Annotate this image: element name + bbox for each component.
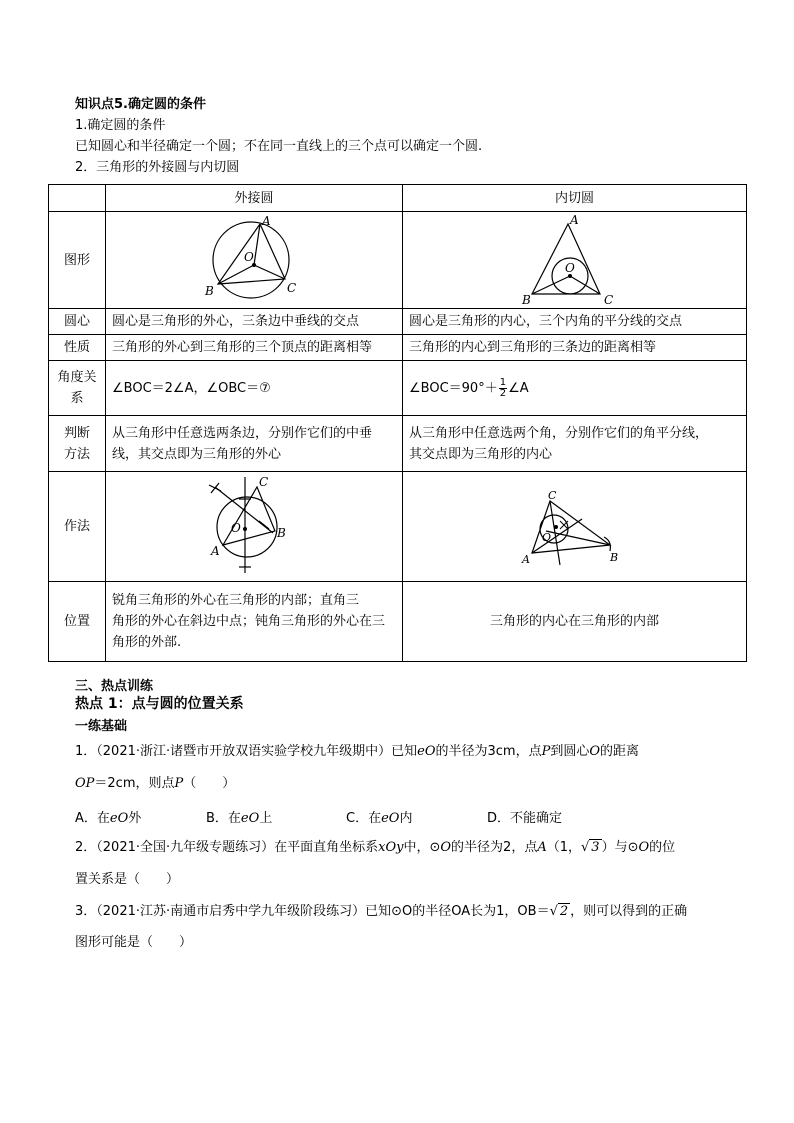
label-o: O [564, 261, 575, 275]
q1-p: P [541, 744, 551, 759]
circum-judge-cell [106, 416, 403, 472]
q1-text-a: 1．（2021·浙江·诸暨市开放双语实验学校九年级期中）已知 [75, 744, 418, 759]
label-a: A [211, 543, 220, 558]
circum-property-cell: 三角形的外心到三角形的三个顶点的距离相等 [106, 335, 403, 361]
subheading-1: 1.确定圆的条件 [75, 118, 166, 133]
table-row [49, 335, 747, 361]
corner-cell [49, 185, 106, 212]
q1-option-c[interactable] [346, 807, 412, 826]
table-row [49, 361, 747, 416]
question-1-line-2 [75, 775, 235, 793]
incircle-method-cell [403, 472, 747, 582]
label-b: B [521, 293, 531, 306]
circum-position-cell [106, 582, 403, 662]
q2-text-a: 2．（2021·全国·九年级专题练习）在平面直角坐标系 [75, 840, 379, 855]
row-label-judge-line2: 方法 [63, 446, 90, 462]
incircle-judge-line1: 从三角形中任意选两个角，分别作它们的角平分线， [409, 425, 709, 441]
row-label-angle-line1: 角度关 [57, 370, 97, 385]
label-b: B [609, 550, 618, 564]
label-c: C [287, 281, 297, 295]
circle-symbol: e [240, 811, 249, 826]
q2-text-d: （1， [546, 840, 581, 855]
circum-judge-line1: 从三角形中任意选两条边，分别作它们的中垂 [112, 425, 373, 441]
q2-sqrt-value: 3 [591, 840, 600, 855]
circum-center-cell: 圆心是三角形的外心，三条边中垂线的交点 [106, 309, 403, 335]
q2-xoy: xOy [378, 840, 404, 855]
q2-o: O [440, 840, 452, 855]
incircle-angle-prefix: ∠BOC＝90°＋ [409, 380, 498, 396]
row-label-position: 位置 [49, 582, 106, 662]
circumcircle-construction-figure [199, 475, 309, 579]
incircle-figure-cell [403, 212, 747, 309]
fraction-numerator: 1 [499, 376, 507, 388]
table-row [49, 472, 747, 582]
q2-text-e: ）与⊙ [601, 840, 639, 855]
circum-position-line2: 角形的外心在斜边中点；钝角三角形的外心在三 [112, 614, 386, 629]
row-label-judge-line1: 判断 [63, 425, 90, 441]
q1-option-d[interactable] [487, 807, 562, 826]
q2-text-c: 的半径为2，点 [451, 840, 538, 855]
circum-method-cell [106, 472, 403, 582]
half-fraction [499, 378, 507, 399]
label-c: C [603, 293, 613, 306]
subsection-title: 一练基础 [75, 719, 128, 734]
option-a-text: A．在 [75, 811, 110, 826]
table-row [49, 309, 747, 335]
label-o: O [231, 520, 241, 535]
q1-circle-symbol: e [417, 744, 425, 759]
incircle-judge-line2: 其交点即为三角形的内心 [409, 446, 553, 462]
q3-sqrt-value: 2 [559, 904, 569, 919]
row-label-center: 圆心 [49, 309, 106, 335]
question-3-line-2: 图形可能是（ ） [75, 935, 193, 950]
q2-text-b: 中，⊙ [403, 840, 441, 855]
option-c-text: C．在 [346, 811, 382, 826]
label-b: B [277, 525, 286, 540]
knowledge-point-title: 知识点5.确定圆的条件 [75, 97, 206, 112]
question-3-line-1: 3．（2021·江苏·南通市启秀中学九年级阶段练习）已知⊙O的半径OA长为1，OB＝√ 2 ，则可以得到的正确 [75, 904, 688, 919]
row-label-method: 作法 [49, 472, 106, 582]
question-2-line-1: 2．（2021·全国·九年级专题练习）在平面直角坐标系xOy中，⊙O的半径为2，点A（1，√ 3 ）与⊙O的位 [75, 840, 676, 855]
incircle-judge-cell [403, 416, 747, 472]
circum-judge-line2: 线，其交点即为三角形的外心 [112, 446, 282, 462]
incircle-center-cell: 圆心是三角形的内心，三个内角的平分线的交点 [403, 309, 747, 335]
option-b-text: B．在 [206, 811, 241, 826]
row-label-angle-line2: 系 [70, 391, 84, 406]
table-header-row [49, 185, 747, 212]
q1-p2: P [174, 776, 184, 791]
q2-o2: O [638, 840, 650, 855]
q1-o: O [424, 744, 436, 759]
circle-symbol: e [109, 811, 118, 826]
option-d-text: D．不能确定 [487, 811, 563, 826]
option-o: O [388, 811, 400, 826]
q1-o2: O [589, 744, 601, 759]
circle-symbol: e [381, 811, 389, 826]
section-title: 三、热点训练 [75, 679, 154, 694]
incircle-position-cell: 三角形的内心在三角形的内部 [403, 582, 747, 662]
header-circumcircle: 外接圆 [106, 185, 403, 212]
table-row [49, 212, 747, 309]
q3-text-a: 3．（2021·江苏·南通市启秀中学九年级阶段练习）已知⊙O的半径OA长为1，OB＝ [75, 904, 550, 919]
circumcircle-figure [199, 215, 309, 305]
label-a: A [262, 215, 271, 228]
incircle-figure [520, 214, 630, 306]
incircle-construction-figure [520, 481, 630, 573]
option-b-suffix: 上 [259, 811, 273, 826]
hotspot-title: 热点 1：点与圆的位置关系 [75, 696, 244, 712]
q1-text-b: 的半径为3cm，点 [435, 744, 542, 759]
circum-position-line1: 锐角三角形的外心在三角形的内部；直角三 [112, 593, 360, 608]
circumcircle-figure-cell [106, 212, 403, 309]
q1-text-c: 到圆心 [550, 744, 590, 759]
question-1-line-1 [75, 743, 639, 761]
row-label-property: 性质 [49, 335, 106, 361]
incircle-property-cell: 三角形的内心到三角形的三条边的距离相等 [403, 335, 747, 361]
q1-option-a[interactable] [75, 807, 141, 826]
circles-table [48, 184, 747, 662]
option-c-suffix: 内 [399, 811, 413, 826]
q1-option-b[interactable] [206, 807, 272, 826]
option-o: O [117, 811, 129, 826]
option-o: O [248, 811, 260, 826]
option-a-suffix: 外 [128, 811, 142, 826]
incircle-angle-cell [403, 361, 747, 416]
label-c: C [259, 474, 269, 489]
table-row [49, 582, 747, 662]
text-line-1: 已知圆心和半径确定一个圆；不在同一直线上的三个点可以确定一个圆. [75, 139, 483, 154]
q2-text-f: 的位 [649, 840, 676, 855]
label-o: O [541, 530, 551, 544]
row-label-judge [49, 416, 106, 472]
q1-text-d: 的距离 [600, 744, 640, 759]
label-o: O [244, 250, 254, 264]
row-label-figure: 图形 [49, 212, 106, 309]
label-a: A [569, 214, 579, 227]
label-a: A [521, 552, 530, 566]
label-c: C [547, 488, 556, 502]
table-row [49, 416, 747, 472]
question-2-line-2: 置关系是（ ） [75, 872, 180, 887]
circum-angle-cell: ∠BOC＝2∠A，∠OBC＝⑦ [106, 361, 403, 416]
subheading-2: 2．三角形的外接圆与内切圆 [75, 160, 240, 175]
q1-op: OP [75, 776, 95, 791]
q2-a: A [537, 840, 547, 855]
label-b: B [205, 284, 214, 298]
row-label-angle [49, 361, 106, 416]
header-incircle: 内切圆 [403, 185, 747, 212]
q1-text-e: ＝2cm，则点 [94, 776, 175, 791]
fraction-denominator: 2 [499, 387, 507, 399]
circum-position-line3: 角形的外部. [112, 635, 182, 650]
q3-text-b: ，则可以得到的正确 [570, 904, 688, 919]
incircle-angle-suffix: ∠A [508, 380, 529, 396]
q1-paren: （ ） [183, 776, 236, 791]
